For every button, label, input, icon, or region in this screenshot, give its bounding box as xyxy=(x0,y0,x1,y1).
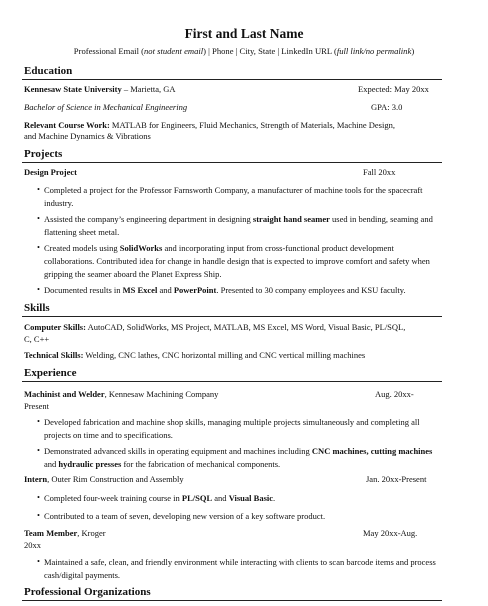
coursework-line-2: and Machine Dynamics & Vibrations xyxy=(24,131,151,141)
resume-name: First and Last Name xyxy=(184,26,304,41)
text-run-bold: PL/SQL xyxy=(181,493,213,503)
technical-skills-text: Welding, CNC lathes, CNC horizontal milling and CNC vertical milling machines xyxy=(83,350,366,360)
school-name: Kennesaw State University xyxy=(24,84,122,94)
bullet-icon: • xyxy=(37,492,40,502)
bullet-icon: • xyxy=(37,445,40,455)
bullet-icon: • xyxy=(37,213,40,223)
job3-date: May 20xx-Aug. xyxy=(363,528,418,538)
job1-bullet-2 xyxy=(44,445,440,471)
school-location: – Marietta, GA xyxy=(121,84,176,94)
education-expected: Expected: May 20xx xyxy=(358,84,429,94)
bullet-icon: • xyxy=(37,556,40,566)
text-run: Demonstrated advanced skills in operating equipment and machines including xyxy=(44,446,312,456)
education-school-line xyxy=(24,84,176,94)
computer-skills-line-1 xyxy=(24,322,405,332)
bullet-icon: • xyxy=(37,242,40,252)
bullet-icon: • xyxy=(37,284,40,294)
text-run: . xyxy=(273,493,276,503)
section-title-skills: Skills xyxy=(24,302,50,314)
project-bullet-1: Completed a project for the Professor Farnsworth Company, a manufacturer of machine tools for the spacecraft industry. xyxy=(44,185,423,208)
text-run: and xyxy=(157,285,174,295)
section-title-experience: Experience xyxy=(24,367,77,379)
education-degree: Bachelor of Science in Mechanical Engineering xyxy=(24,102,188,112)
section-divider xyxy=(22,316,442,317)
text-run-bold: Visual Basic xyxy=(228,493,274,503)
job-title: Team Member xyxy=(24,528,78,538)
job2-heading xyxy=(24,474,184,484)
job1-heading xyxy=(24,389,218,399)
technical-skills-line xyxy=(24,350,365,360)
project-date: Fall 20xx xyxy=(363,167,396,177)
text-run: for the fabrication of mechanical components. xyxy=(121,459,281,469)
computer-skills-text: AutoCAD, SolidWorks, MS Project, MATLAB, MS Excel, MS Word, Visual Basic, PL/SQL, xyxy=(85,322,406,332)
text-run: Documented results in xyxy=(44,285,123,295)
job-title: Machinist and Welder xyxy=(24,389,105,399)
project-bullet-4 xyxy=(44,284,440,297)
contact-email-note: not student email xyxy=(143,46,204,56)
text-run: Completed four-week training course in xyxy=(44,493,182,503)
bullet-icon: • xyxy=(37,510,40,520)
section-divider xyxy=(22,600,442,601)
coursework-label: Relevant Course Work: xyxy=(24,120,110,130)
text-run-bold: MS Excel xyxy=(122,285,158,295)
section-divider xyxy=(22,381,442,382)
text-run-bold: SolidWorks xyxy=(119,243,163,253)
text-run-bold: straight hand seamer xyxy=(252,214,330,224)
text-run: and xyxy=(212,493,229,503)
job1-date-cont: Present xyxy=(24,401,50,411)
section-title-organizations: Professional Organizations xyxy=(24,586,151,598)
contact-linkedin-note: full link/no permalink xyxy=(336,46,412,56)
job3-date-cont: 20xx xyxy=(24,540,41,550)
text-run: . Presented to 30 company employees and KSU faculty. xyxy=(216,285,406,295)
bullet-icon: • xyxy=(37,416,40,426)
education-gpa: GPA: 3.0 xyxy=(371,102,403,112)
job2-bullet-1 xyxy=(44,492,440,505)
text-run-bold: hydraulic presses xyxy=(58,459,122,469)
job3-heading xyxy=(24,528,106,538)
text-run: and xyxy=(44,459,59,469)
coursework-line-1 xyxy=(24,120,395,130)
bullet-icon: • xyxy=(37,184,40,194)
job-org: , Outer Rim Construction and Assembly xyxy=(47,474,184,484)
text-run: Assisted the company’s engineering department in designing xyxy=(44,214,253,224)
section-title-projects: Projects xyxy=(24,148,63,160)
contact-part: ) xyxy=(411,46,415,56)
section-divider xyxy=(22,79,442,80)
coursework-text: MATLAB for Engineers, Fluid Mechanics, Strength of Materials, Machine Design, xyxy=(109,120,395,130)
contact-part: ) | Phone | City, State | LinkedIn URL ( xyxy=(203,46,337,56)
job-org: , Kennesaw Machining Company xyxy=(104,389,219,399)
computer-skills-line-2: C, C++ xyxy=(24,334,50,344)
computer-skills-label: Computer Skills: xyxy=(24,322,86,332)
job2-bullet-2: Contributed to a team of seven, developing new version of a key software product. xyxy=(44,511,326,521)
job2-date: Jan. 20xx-Present xyxy=(366,474,427,484)
project-name: Design Project xyxy=(24,167,77,177)
section-title-education: Education xyxy=(24,65,73,77)
text-run-bold: CNC machines, cutting machines xyxy=(311,446,433,456)
text-run: and incorporating input from cross-functional product development collaborations. Contributed idea for change in handle design that is expected to improve comfort and safety when gripping the seamer aboard the Planet Express Ship. xyxy=(44,243,430,279)
technical-skills-label: Technical Skills: xyxy=(24,350,84,360)
job-org: , Kroger xyxy=(77,528,106,538)
job3-bullet-1: Maintained a safe, clean, and friendly environment while interacting with clients to scan barcode items and process cash/digital payments. xyxy=(44,557,436,580)
text-run-bold: PowerPoint xyxy=(173,285,217,295)
section-divider xyxy=(22,162,442,163)
job1-bullet-1: Developed fabrication and machine shop skills, managing multiple projects simultaneously and completing all projects on time and to specifications. xyxy=(44,417,420,440)
text-run: used in bending, seaming and flattening sheet metal. xyxy=(44,214,433,237)
text-run: Created models using xyxy=(44,243,120,253)
job1-date: Aug. 20xx- xyxy=(375,389,414,399)
job-title: Intern xyxy=(24,474,48,484)
project-bullet-3 xyxy=(44,242,440,281)
contact-part: Professional Email ( xyxy=(73,46,144,56)
project-bullet-2 xyxy=(44,213,440,239)
contact-line xyxy=(0,46,488,56)
